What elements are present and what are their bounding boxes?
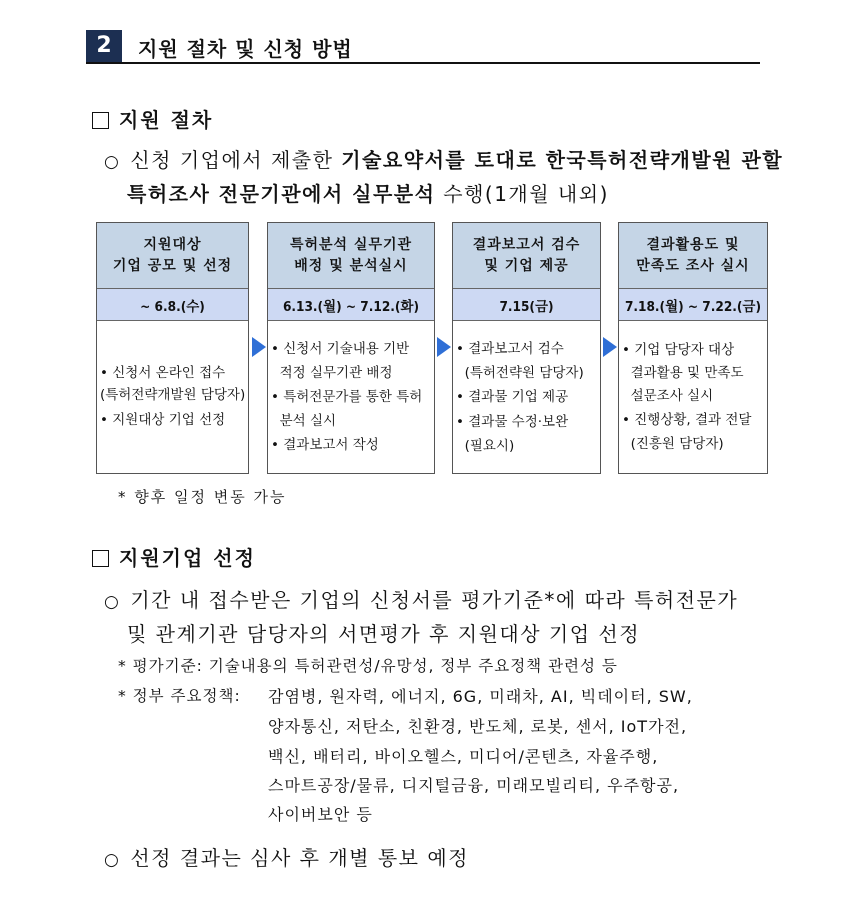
- square-bullet-icon: [92, 112, 109, 129]
- step-date: 7.15(금): [453, 289, 600, 321]
- arrow-right-icon: [437, 337, 451, 357]
- section-number-badge: 2: [86, 30, 122, 62]
- arrow-right-icon: [252, 337, 266, 357]
- circle-bullet-icon: ○: [104, 152, 121, 172]
- square-bullet-icon: [92, 550, 109, 567]
- circle-bullet-icon: ○: [104, 850, 121, 870]
- step-date: ~ 6.8.(수): [97, 289, 248, 321]
- step-date: 6.13.(월) ~ 7.12.(화): [268, 289, 434, 321]
- step-title: 지원대상 기업 공모 및 선정: [97, 223, 248, 289]
- arrow-right-icon: [603, 337, 617, 357]
- policy-line: 스마트공장/물류, 디지털금융, 미래모빌리티, 우주항공,: [268, 776, 680, 795]
- step-title: 결과활용도 및 만족도 조사 실시: [619, 223, 767, 289]
- policy-line: 백신, 배터리, 바이오헬스, 미디어/콘텐츠, 자율주행,: [268, 747, 659, 766]
- policy-line: 양자통신, 저탄소, 친환경, 반도체, 로봇, 센서, IoT가전,: [268, 717, 688, 736]
- selection-result: ○ 선정 결과는 심사 후 개별 통보 예정: [104, 846, 469, 870]
- procedure-line-2: 특허조사 전문기관에서 실무분석 수행(1개월 내외): [127, 182, 609, 206]
- step-title: 결과보고서 검수 및 기업 제공: [453, 223, 600, 289]
- step-date: 7.18.(월) ~ 7.22.(금): [619, 289, 767, 321]
- section-title: 지원 절차 및 신청 방법: [138, 37, 353, 61]
- schedule-note: * 향후 일정 변동 가능: [118, 488, 287, 506]
- step-body: • 결과보고서 검수 (특허전략원 담당자) • 결과물 기업 제공 • 결과물 수정·보완 (필요시): [456, 340, 584, 454]
- step-title: 특허분석 실무기관 배정 및 분석실시: [268, 223, 434, 289]
- step-box-2: [267, 222, 435, 474]
- step-body: • 기업 담당자 대상 결과활용 및 만족도 설문조사 실시 • 진행상황, 결과 전달 (진흥원 담당자): [622, 341, 752, 452]
- step-box-1: [96, 222, 249, 474]
- criteria-note: * 평가기준: 기술내용의 특허관련성/유망성, 정부 주요정책 관련성 등: [118, 657, 618, 675]
- policy-line: 감염병, 원자력, 에너지, 6G, 미래차, AI, 빅데이터, SW,: [268, 687, 693, 706]
- policy-label: * 정부 주요정책:: [118, 687, 241, 705]
- step-box-4: [618, 222, 768, 474]
- circle-bullet-icon: ○: [104, 592, 121, 612]
- section-header: [86, 30, 760, 64]
- procedure-line-1: ○ 신청 기업에서 제출한 기술요약서를 토대로 한국특허전략개발원 관할: [104, 148, 784, 172]
- step-box-3: [452, 222, 601, 474]
- policy-line: 사이버보안 등: [268, 805, 373, 824]
- procedure-heading: 지원 절차: [92, 104, 213, 133]
- step-body: • 신청서 온라인 접수 (특허전략개발원 담당자) • 지원대상 기업 선정: [100, 365, 246, 428]
- step-body: • 신청서 기술내용 기반 적정 실무기관 배정 • 특허전문가를 통한 특허 분석 실시 • 결과보고서 작성: [271, 340, 423, 453]
- selection-heading: 지원기업 선정: [92, 542, 256, 571]
- selection-line-1: ○ 기간 내 접수받은 기업의 신청서를 평가기준*에 따라 특허전문가: [104, 588, 739, 612]
- selection-line-2: 및 관계기관 담당자의 서면평가 후 지원대상 기업 선정: [127, 622, 641, 646]
